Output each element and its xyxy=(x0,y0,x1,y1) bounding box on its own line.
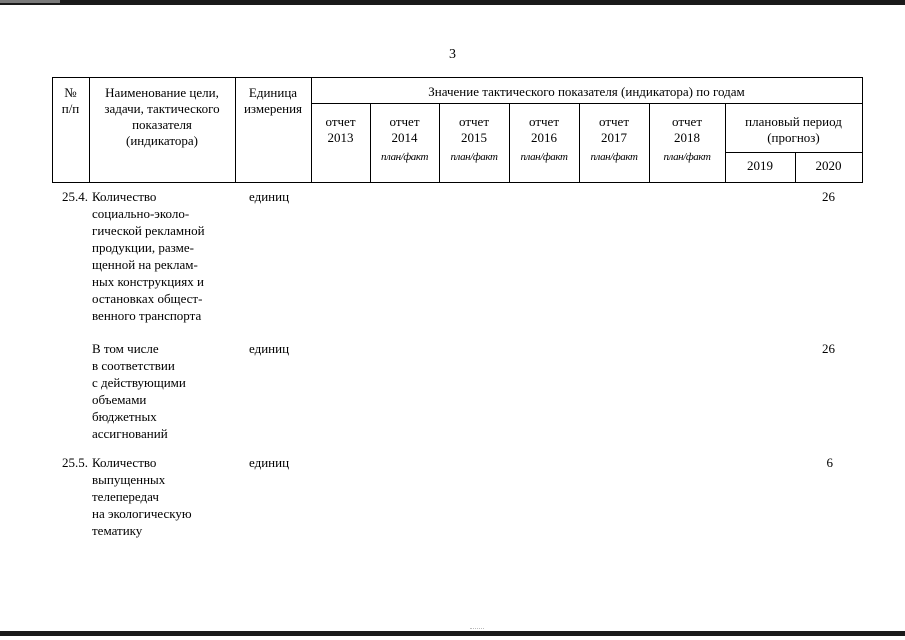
scan-border-top xyxy=(0,0,905,5)
header-year-2014: отчет 2014 xyxy=(389,114,420,145)
row-indicator-name: Количество социально-эколо- гической рекламной продукции, разме- щенной на реклам- ных конструкциях и остановках общест- венного транспорта xyxy=(92,189,205,323)
header-year-2013: отчет 2013 xyxy=(325,114,356,145)
row-number: 25.5. xyxy=(62,455,88,470)
header-num: № п/п xyxy=(61,85,80,116)
scan-artifact xyxy=(470,622,484,629)
header-plan-fact-2016: план/факт xyxy=(520,151,568,163)
header-plan-fact-2014: план/факт xyxy=(380,151,429,163)
page-number: 3 xyxy=(449,47,456,62)
row-value-2020: 6 xyxy=(826,455,833,470)
row-number: 25.4. xyxy=(62,189,88,204)
header-year-2017: отчет 2017 xyxy=(599,114,629,145)
header-plan-fact-2015: план/факт xyxy=(450,151,498,163)
row-unit: единиц xyxy=(249,189,290,204)
row-indicator-name: Количество выпущенных телепередач на экологическую тематику xyxy=(92,455,192,538)
header-plan-fact-2018: план/факт xyxy=(663,151,711,163)
header-planned-period: плановый период (прогноз) xyxy=(745,114,842,145)
header-year-2020: 2020 xyxy=(815,158,842,173)
header-name: Наименование цели, задачи, тактического показателя (индикатора) xyxy=(104,85,220,148)
header-year-2016: отчет 2016 xyxy=(529,114,559,145)
scan-border-bottom xyxy=(0,631,905,636)
header-year-2018: отчет 2018 xyxy=(672,114,702,145)
header-year-2015: отчет 2015 xyxy=(459,114,489,145)
row-value-2020: 26 xyxy=(822,189,835,204)
row-unit: единиц xyxy=(249,341,290,356)
header-values: Значение тактического показателя (индикатора) по годам xyxy=(428,84,745,99)
row-indicator-name: В том числе в соответствии с действующими объемами бюджетных ассигнований xyxy=(92,341,186,441)
row-value-2020: 26 xyxy=(822,341,835,356)
header-plan-fact-2017: план/факт xyxy=(590,151,638,163)
header-year-2019: 2019 xyxy=(747,158,773,173)
header-unit: Единица измерения xyxy=(243,85,303,116)
row-unit: единиц xyxy=(249,455,290,470)
scan-border-top-left xyxy=(0,0,60,3)
